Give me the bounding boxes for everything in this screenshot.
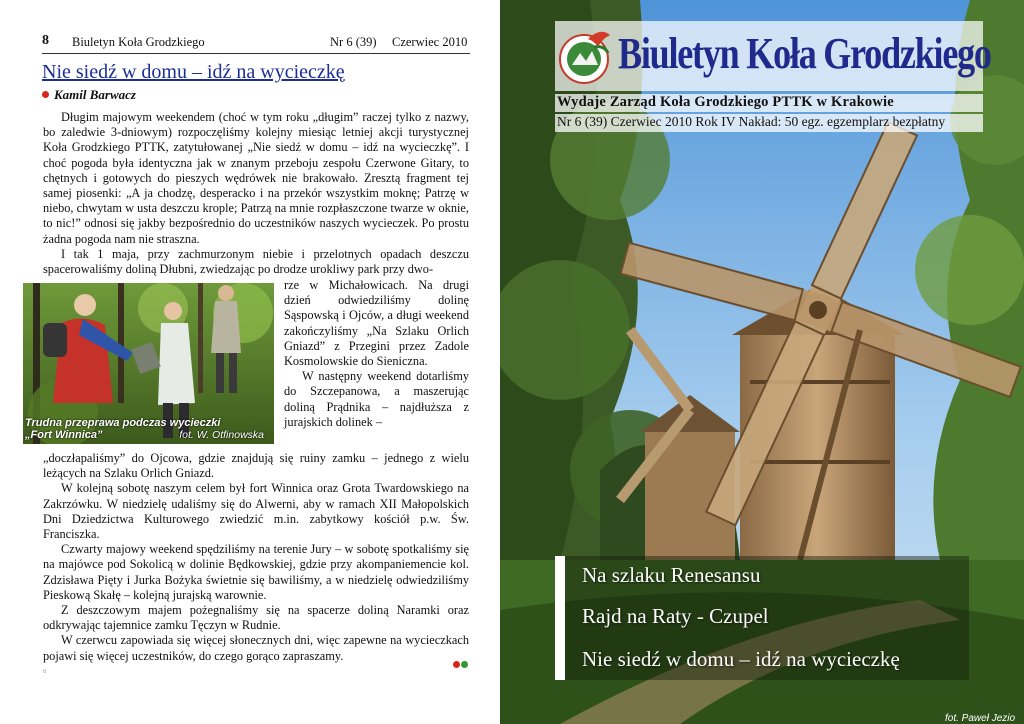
toc-item[interactable]: Na szlaku Renesansu (582, 563, 761, 587)
paragraph-1: Długim majowym weekendem (choć w tym roku „długim” raczej tylko z nazwy, bo zaledwie 3-dniowym) rozpoczęliśmy kolejny miesiąc letniej akcji turystycznej Koła Grodzkiego PTTK, zatytułowanej „Nie siedź w domu – idź na wycieczkę”. I choć pogoda była identyczna jak w znanym przeboju zespołu Czerwone Gitary, to chętnych i gotowych do pieszych wędrówek nie brakowało. Zresztą fragment tej samej piosenki: „A ja chodzę, desperacko i na przekór wszystkim moknę; Patrzę w niebo, chwytam w usta deszczu krople; Patrzą na mnie rozpłaszczone twarze w oknie, to nic!” odnosi się jakby bezpośrednio do uczestników naszych wycieczek. Po prostu żadna pogoda nam nie straszna. (43, 110, 469, 246)
toc-accent-bar (555, 556, 565, 680)
red-dot-icon (453, 661, 460, 668)
toc-item[interactable]: Rajd na Raty - Czupel (582, 604, 769, 628)
article-body-bottom (43, 451, 469, 664)
header-date: Czerwiec 2010 (392, 35, 468, 49)
wrapped-text-2: W następny weekend dotarliśmy do Szczepanowa, a maszerując doliną Prądnika – najdłuższa z jurajskich dolinek – (284, 369, 469, 429)
cover-photo-credit: fot. Paweł Jezio (945, 713, 1016, 724)
footer-mark: 8 (43, 669, 46, 675)
paragraph-7: W czerwcu zapowiada się więcej słonecznych dni, więc zapewne na wycieczkach pojawi się więcej uczestników, do czego gorąco zapraszamy. (43, 633, 469, 663)
masthead-title: Biuletyn Koła Grodzkiego (618, 29, 991, 78)
article-body-wrapped (284, 278, 469, 430)
page-number: 8 (42, 33, 49, 48)
paragraph-5: Czwarty majowy weekend spędziliśmy na terenie Jury – w sobotę spotkaliśmy się na majówce pod Sokolicą w dolinie Będkowskiej, gdzie przy akompaniemencie kol. Zdzisława Pięty i Jurka Bożyka świetnie się bawiliśmy, a w niedzielę odwiedziliśmy Pieskową Skałę – kolejną jurajską warownie. (43, 542, 469, 602)
caption-line-1: Trudna przeprawa podczas wycieczki (25, 417, 221, 429)
wrapped-text-1: rze w Michałowicach. Na drugi dzień odwiedziliśmy dolinę Sąspowską i Ojców, a długi weekend zakończyliśmy „Na Szlaku Orlich Gniazd” z Przegini przez Zadole Kosmolowskie do Sieniczna. (284, 278, 469, 369)
caption-line-2: „Fort Winnica” (25, 429, 103, 441)
green-dot-icon (461, 661, 468, 668)
issue-line: Nr 6 (39) Czerwiec 2010 Rok IV Nakład: 50 egz. egzemplarz bezpłatny (555, 114, 983, 132)
article-author (42, 87, 136, 103)
photo-credit: fot. W. Otfinowska (179, 429, 264, 441)
end-of-article-mark (452, 655, 468, 673)
pttk-logo-icon (558, 25, 614, 85)
paragraph-3-end: „doczłapaliśmy” do Ojcowa, gdzie znajdują się ruiny zamku – jednego z wielu leżących na Szlaku Orlich Gniazd. (43, 451, 469, 481)
left-page (0, 0, 500, 724)
header-title: Biuletyn Koła Grodzkiego (72, 35, 205, 49)
paragraph-2-start: I tak 1 maja, przy zachmurzonym niebie i przelotnych opadach deszczu spacerowaliśmy doliną Dłubni, zwiedzając po drodze urokliwy park przy dwo- (43, 246, 469, 277)
article-photo (23, 283, 274, 444)
paragraph-6: Z deszczowym majem pożegnaliśmy się na spacerze doliną Naramki oraz odkrywając tajemnice zamku Tęczyn w Rudnie. (43, 603, 469, 633)
header-divider (42, 53, 470, 54)
author-name: Kamil Barwacz (54, 87, 136, 102)
paragraph-4: W kolejną sobotę naszym celem był fort Winnica oraz Grota Twardowskiego na Zakrzówku. W niedzielę udaliśmy się do Alwerni, aby w ramach XII Małopolskich Dni Dziedzictwa Kulturowego zwiedzić m.in. zabytkowy kościół p.w. Św. Franciszka. (43, 481, 469, 542)
bullet-dot-icon (42, 91, 49, 98)
article-title: Nie siedź w domu – idź na wycieczkę (42, 61, 345, 83)
header-issue: Nr 6 (39) (330, 35, 377, 49)
publisher-line: Wydaje Zarząd Koła Grodzkiego PTTK w Krakowie (555, 94, 983, 112)
toc-item[interactable]: Nie siedź w domu – idź na wycieczkę (582, 647, 900, 671)
page-header (42, 33, 470, 53)
article-body-top (43, 110, 469, 277)
